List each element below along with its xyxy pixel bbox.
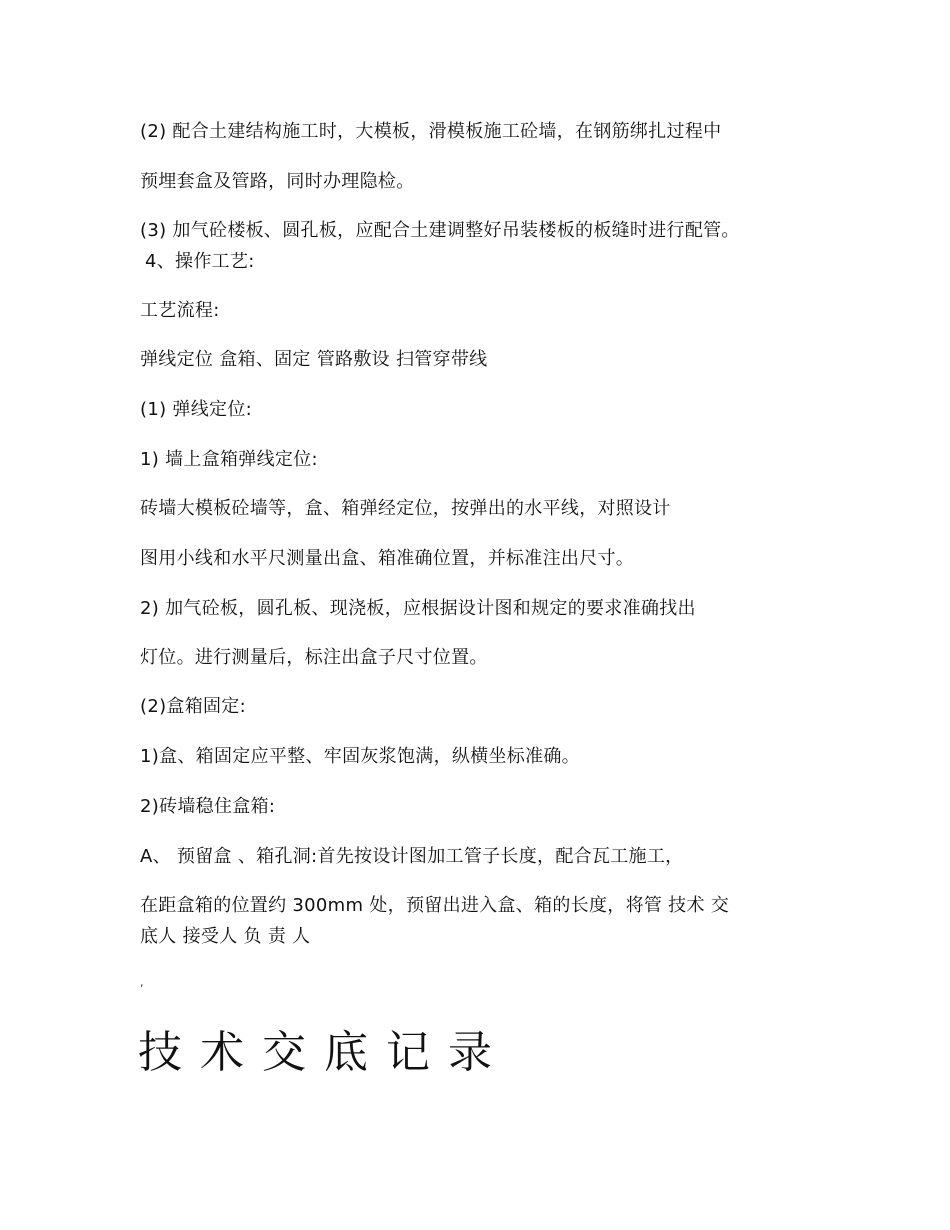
text-line: (1) 弹线定位: (140, 399, 252, 420)
text-line: 灯位。进行测量后，标注出盒子尺寸位置。 (140, 647, 488, 668)
text-line: (2)盒箱固定: (140, 696, 246, 717)
text-line: 工艺流程: (140, 300, 220, 321)
text-line: 1) 墙上盒箱弹线定位: (140, 449, 318, 470)
text-line: A、 预留盒 、箱孔洞:首先按设计图加工管子长度，配合瓦工施工， (140, 846, 684, 867)
text-line: 底人 接受人 负 责 人 (140, 926, 311, 947)
record-title: 技术交底记录 (138, 1027, 510, 1078)
text-line: 砖墙大模板砼墙等，盒、箱弹经定位，按弹出的水平线，对照设计 (140, 498, 671, 519)
text-line: 2) 加气砼板，圆孔板、现浇板，应根据设计图和规定的要求准确找出 (140, 598, 696, 619)
text-line: (2) 配合土建结构施工时，大模板，滑模板施工砼墙，在钢筋绑扎过程中 (140, 121, 722, 142)
section-heading: 4、操作工艺: (145, 251, 255, 272)
stray-mark: , (140, 976, 144, 989)
text-line: 图用小线和水平尺测量出盒、箱准确位置，并标准注出尺寸。 (140, 548, 635, 569)
text-line: 弹线定位 盒箱、固定 管路敷设 扫管穿带线 (140, 349, 488, 370)
text-line: 在距盒箱的位置约 300mm 处，预留出进入盒、箱的长度，将管 技术 交 (140, 895, 730, 916)
text-line: 2)砖墙稳住盒箱: (140, 796, 276, 817)
text-line: (3) 加气砼楼板、圆孔板，应配合土建调整好吊装楼板的板缝时进行配管。 (140, 220, 740, 241)
text-line: 预埋套盒及管路，同时办理隐检。 (140, 171, 415, 192)
text-line: 1)盒、箱固定应平整、牢固灰浆饱满，纵横坐标准确。 (140, 746, 580, 767)
